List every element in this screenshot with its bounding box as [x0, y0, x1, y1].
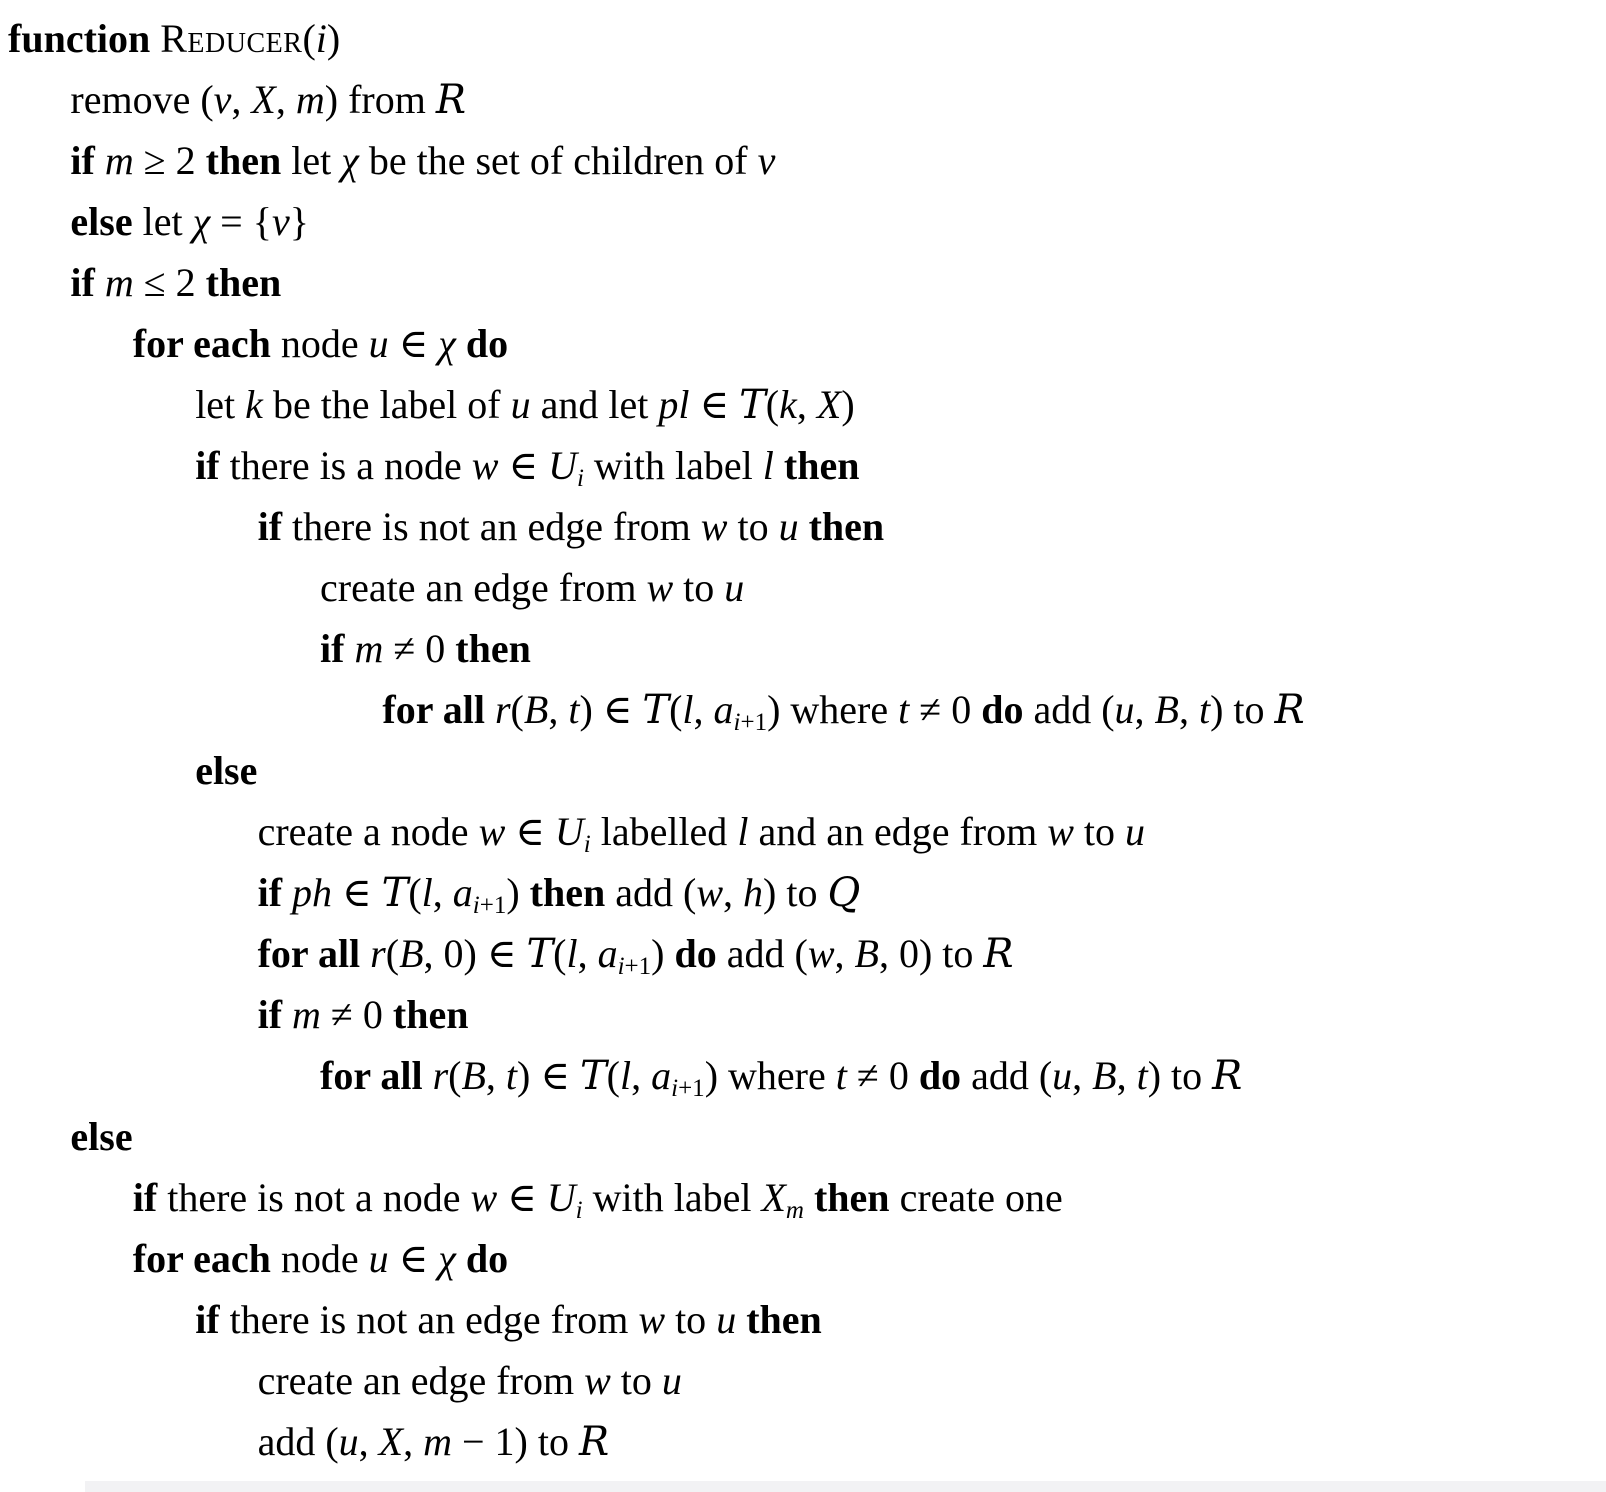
text: there is a node [219, 443, 472, 488]
text: , [1178, 687, 1199, 732]
text: labelled [590, 809, 738, 854]
text [804, 1175, 814, 1220]
text: ≠ 0 [383, 626, 456, 671]
algorithm-line-4 [0, 191, 1606, 252]
keyword: for each [132, 1236, 271, 1281]
text: ) ∈ [517, 1053, 580, 1098]
text: ( [669, 687, 683, 732]
keyword: else [70, 199, 133, 244]
text: ( [553, 931, 567, 976]
math-variable: w [638, 1297, 666, 1342]
text [774, 443, 784, 488]
algorithm-line-9 [0, 496, 1606, 557]
calligraphic-symbol: T [579, 1053, 607, 1099]
algorithm-line-14 [0, 801, 1606, 862]
math-variable: pl [658, 382, 690, 427]
text: ∈ [332, 870, 382, 915]
keyword: for each [132, 321, 271, 366]
subscript: i [671, 1075, 679, 1102]
math-variable: m [104, 138, 134, 183]
subscript: i [575, 1197, 583, 1224]
keyword: if [257, 504, 283, 549]
math-variable: m [104, 260, 134, 305]
text: ( [448, 1053, 462, 1098]
pseudocode-block [0, 8, 1606, 1472]
text: node [270, 1236, 369, 1281]
algorithm-line-13 [0, 740, 1606, 801]
math-variable: U [554, 809, 584, 854]
algorithm-line-7 [0, 374, 1606, 435]
text: , [1134, 687, 1155, 732]
text: ) [651, 931, 675, 976]
text: ≥ 2 [133, 138, 206, 183]
text: , [358, 1419, 379, 1464]
keyword: then [529, 870, 606, 915]
subscript: +1 [479, 892, 507, 919]
algorithm-line-17 [0, 984, 1606, 1045]
text: , [577, 931, 598, 976]
text: ) ∈ [579, 687, 643, 732]
math-variable: B [461, 1053, 486, 1098]
math-variable: m [423, 1419, 452, 1464]
math-variable: t [568, 687, 580, 732]
text: be the label of [262, 382, 511, 427]
math-variable: u [368, 321, 389, 366]
math-variable: a [713, 687, 734, 732]
text: ( [385, 931, 400, 976]
text: ) to [1147, 1053, 1213, 1098]
calligraphic-symbol: R [579, 1419, 610, 1465]
math-variable: m [295, 77, 325, 122]
math-variable: l [566, 931, 578, 976]
math-variable: l [421, 870, 433, 915]
text: , [723, 870, 744, 915]
text: , [693, 687, 714, 732]
keyword: then [205, 138, 282, 183]
text: ≠ 0 [909, 687, 982, 732]
math-variable: w [470, 1175, 498, 1220]
text: add ( [716, 931, 808, 976]
text: ) [326, 16, 341, 61]
calligraphic-symbol: R [435, 77, 466, 123]
text: ≤ 2 [133, 260, 206, 305]
keyword: then [808, 504, 885, 549]
text: ( [510, 687, 524, 732]
math-variable: m [354, 626, 384, 671]
math-variable: l [620, 1053, 632, 1098]
math-variable: χ [438, 321, 456, 366]
math-variable: r [370, 931, 386, 976]
text: ( [408, 870, 422, 915]
text: , [485, 1053, 506, 1098]
subscript: i [576, 465, 584, 492]
algorithm-line-18 [0, 1045, 1606, 1106]
text: ) [506, 870, 530, 915]
math-variable: h [743, 870, 764, 915]
math-variable: χ [341, 138, 359, 183]
math-variable: w [696, 870, 724, 915]
math-variable: w [1047, 809, 1074, 854]
text: ) from [324, 77, 436, 122]
algorithm-line-16 [0, 923, 1606, 984]
keyword: function [8, 16, 161, 61]
math-variable: u [368, 1236, 389, 1281]
algorithm-line-23 [0, 1350, 1606, 1411]
text: ∈ [689, 382, 740, 427]
keyword: if [70, 138, 105, 183]
math-variable: u [778, 504, 799, 549]
math-variable: X [378, 1419, 404, 1464]
keyword: do [465, 1236, 509, 1281]
calligraphic-symbol: T [526, 931, 554, 977]
text: ( [606, 1053, 620, 1098]
math-variable: χ [438, 1236, 456, 1281]
algorithm-line-1 [0, 8, 1606, 69]
math-variable: k [245, 382, 263, 427]
math-variable: t [505, 1053, 518, 1098]
text: = { [210, 199, 272, 244]
text: be the set of children of [358, 138, 758, 183]
math-variable: u [716, 1297, 737, 1342]
math-variable: X [816, 382, 842, 427]
text: , [432, 870, 453, 915]
keyword: do [674, 931, 717, 976]
subscript: i [733, 709, 741, 736]
text: , [834, 931, 855, 976]
math-variable: w [471, 443, 499, 488]
text: remove ( [70, 77, 214, 122]
algorithm-line-22 [0, 1289, 1606, 1350]
math-variable: k [779, 382, 797, 427]
text: to [665, 1297, 717, 1342]
text [736, 1297, 746, 1342]
text: , [1116, 1053, 1137, 1098]
text: , [796, 382, 817, 427]
text: ( [765, 382, 780, 427]
text: , [1072, 1053, 1093, 1098]
text: ∈ [388, 321, 439, 366]
subscript: i [472, 892, 480, 919]
keyword: then [746, 1297, 822, 1342]
algorithm-line-5 [0, 252, 1606, 313]
text: ∈ [498, 443, 549, 488]
math-variable: r [494, 687, 511, 732]
text: ∈ [497, 1175, 547, 1220]
keyword: for all [257, 931, 371, 976]
keyword: if [257, 870, 293, 915]
math-variable: l [682, 687, 694, 732]
subscript: i [583, 831, 591, 858]
keyword: do [918, 1053, 962, 1098]
keyword: else [70, 1114, 133, 1159]
text: ) to [1210, 687, 1275, 732]
text: ≠ 0 [320, 992, 393, 1037]
algorithm-line-12 [0, 679, 1606, 740]
keyword: if [320, 626, 355, 671]
keyword: then [392, 992, 469, 1037]
text: ) where [704, 1053, 836, 1098]
text: node [270, 321, 369, 366]
text: ) to [763, 870, 828, 915]
math-variable: u [1052, 1053, 1073, 1098]
text: create an edge from [257, 1358, 585, 1403]
text: , [403, 1419, 424, 1464]
calligraphic-symbol: T [642, 687, 670, 733]
math-variable: U [546, 1175, 576, 1220]
text: − 1) to [452, 1419, 579, 1464]
text: let [281, 138, 342, 183]
math-variable: B [1092, 1053, 1117, 1098]
math-variable: w [807, 931, 835, 976]
math-variable: r [432, 1053, 449, 1098]
algorithm-line-10 [0, 557, 1606, 618]
text: there is not a node [157, 1175, 471, 1220]
keyword: if [70, 260, 105, 305]
keyword: then [205, 260, 282, 305]
text: create an edge from [320, 565, 647, 610]
math-variable: w [584, 1358, 611, 1403]
math-variable: m [292, 992, 321, 1037]
keyword: if [257, 992, 293, 1037]
algorithm-line-21 [0, 1228, 1606, 1289]
math-variable: a [597, 931, 618, 976]
subscript: i [617, 953, 625, 980]
subscript: +1 [624, 953, 652, 980]
text: } [289, 199, 309, 244]
math-variable: t [1136, 1053, 1148, 1098]
algorithm-line-24 [0, 1411, 1606, 1472]
text [456, 1236, 466, 1281]
text: , [275, 77, 296, 122]
keyword: if [195, 443, 220, 488]
algorithm-line-19 [0, 1106, 1606, 1167]
text [456, 321, 466, 366]
math-variable: U [548, 443, 577, 488]
calligraphic-symbol: Q [827, 870, 861, 916]
keyword: then [813, 1175, 890, 1220]
math-variable: u [510, 382, 531, 427]
keyword: then [783, 443, 860, 488]
text: to [727, 504, 779, 549]
math-variable: a [651, 1053, 672, 1098]
math-variable: X [761, 1175, 786, 1220]
text [799, 504, 809, 549]
calligraphic-symbol: T [381, 870, 409, 916]
algorithm-line-15 [0, 862, 1606, 923]
math-variable: w [646, 565, 674, 610]
math-variable: B [399, 931, 424, 976]
text: create one [889, 1175, 1063, 1220]
math-variable: u [1114, 687, 1135, 732]
calligraphic-symbol: R [1274, 687, 1305, 733]
text: , [231, 77, 252, 122]
math-variable: t [835, 1053, 847, 1098]
math-variable: l [762, 443, 774, 488]
math-variable: B [523, 687, 549, 732]
math-variable: χ [192, 199, 211, 244]
math-variable: X [251, 77, 276, 122]
math-variable: t [1198, 687, 1211, 732]
math-variable: ph [292, 870, 333, 915]
keyword: if [132, 1175, 158, 1220]
math-variable: a [452, 870, 473, 915]
bottom-strip [85, 1481, 1606, 1492]
text: , 0) ∈ [423, 931, 527, 976]
math-variable: t [898, 687, 910, 732]
keyword: if [195, 1297, 220, 1342]
text: , 0) to [878, 931, 984, 976]
text: there is not an edge from [219, 1297, 639, 1342]
text: ≠ 0 [846, 1053, 919, 1098]
text: ∈ [388, 1236, 439, 1281]
text: to [1073, 809, 1126, 854]
algorithm-line-2 [0, 69, 1606, 130]
text: with label [583, 443, 763, 488]
text: , [631, 1053, 652, 1098]
function-name: Reducer [160, 16, 303, 61]
math-variable: l [737, 809, 749, 854]
text: ∈ [505, 809, 555, 854]
keyword: else [195, 748, 258, 793]
text: and an edge from [748, 809, 1048, 854]
text: and let [530, 382, 659, 427]
math-variable: v [757, 138, 776, 183]
math-variable: w [700, 504, 728, 549]
math-variable: u [1125, 809, 1146, 854]
text: let [195, 382, 246, 427]
algorithm-line-11 [0, 618, 1606, 679]
math-variable: v [213, 77, 232, 122]
text: ( [302, 16, 316, 61]
math-variable: w [478, 809, 506, 854]
keyword: do [465, 321, 509, 366]
text: add ( [1023, 687, 1115, 732]
math-variable: u [661, 1358, 682, 1403]
calligraphic-symbol: R [1212, 1053, 1243, 1099]
subscript: +1 [678, 1075, 705, 1102]
subscript: m [785, 1197, 804, 1224]
text: , [548, 687, 569, 732]
math-variable: u [338, 1419, 359, 1464]
algorithm-line-6 [0, 313, 1606, 374]
subscript: +1 [740, 709, 768, 736]
calligraphic-symbol: R [983, 931, 1014, 977]
algorithm-line-8 [0, 435, 1606, 496]
algorithm-line-20 [0, 1167, 1606, 1228]
text: add ( [605, 870, 697, 915]
math-variable: u [724, 565, 745, 610]
keyword: for all [382, 687, 495, 732]
math-variable: B [1154, 687, 1179, 732]
text: ) [841, 382, 855, 427]
text: with label [582, 1175, 762, 1220]
text: to [610, 1358, 662, 1403]
text: let [132, 199, 193, 244]
text: there is not an edge from [282, 504, 701, 549]
math-variable: i [315, 16, 327, 61]
text: add ( [257, 1419, 339, 1464]
algorithm-line-3 [0, 130, 1606, 191]
keyword: then [455, 626, 531, 671]
text: add ( [961, 1053, 1053, 1098]
calligraphic-symbol: T [739, 382, 766, 428]
text: create a node [257, 809, 479, 854]
keyword: do [981, 687, 1024, 732]
math-variable: v [271, 199, 290, 244]
math-variable: B [854, 931, 879, 976]
keyword: for all [320, 1053, 433, 1098]
text: ) where [767, 687, 899, 732]
text: to [673, 565, 725, 610]
